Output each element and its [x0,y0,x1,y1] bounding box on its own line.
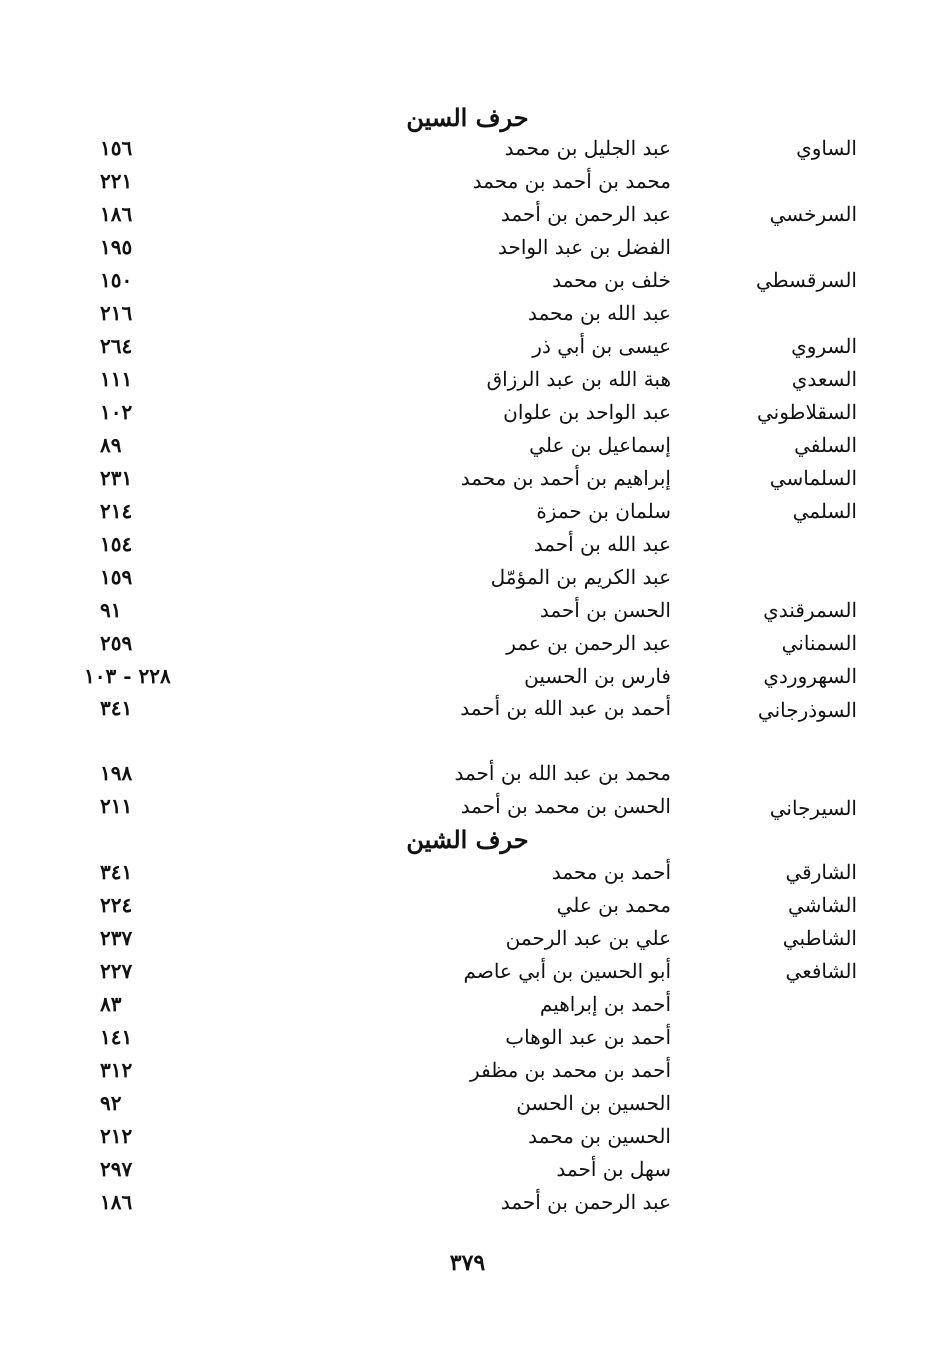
index-row [0,1087,935,1119]
index-row [0,1153,935,1185]
person-name: علي بن عبد الرحمن [505,926,671,950]
person-name: عبد الكريم بن المؤمّل [490,565,671,589]
index-row [0,297,935,329]
nisba: السرخسي [769,202,857,226]
nisba: السرقسطي [755,268,857,292]
section-heading-shin: حرف الشين [406,825,529,854]
index-row [0,627,935,659]
index-row [0,132,935,164]
page-reference: ١٥٤ [100,532,133,556]
person-name: عبد الرحمن بن أحمد [500,202,671,226]
nisba: السلفي [794,433,857,457]
index-row [0,396,935,428]
person-name: إبراهيم بن أحمد بن محمد [460,466,671,490]
index-row [0,561,935,593]
index-row [0,165,935,197]
nisba: الشارقي [785,860,857,884]
person-name: عبد الجليل بن محمد [504,136,671,160]
person-name: عيسى بن أبي ذر [532,334,671,358]
page-reference: ٢١٤ [100,499,133,523]
page-reference: ٢٢٧ [100,959,133,983]
page-reference: ٢١١ [100,794,133,818]
page-reference: ٢٢١ [100,169,133,193]
nisba: السقلاطوني [756,400,857,424]
person-name: خلف بن محمد [552,268,671,292]
index-row [0,1021,935,1053]
page-reference: ١٤١ [100,1025,133,1049]
person-name: محمد بن أحمد بن محمد [472,169,671,193]
person-name: عبد الله بن محمد [527,301,671,325]
page-reference: ٢٥٩ [100,631,133,655]
page-reference: ٢٣٧ [100,926,133,950]
person-name: محمد بن علي [556,893,671,917]
index-row [0,1054,935,1086]
page-number: ٣٧٩ [449,1250,486,1276]
person-name: هبة الله بن عبد الرزاق [486,367,671,391]
page-reference: ٢٦٤ [100,334,133,358]
person-name: أحمد بن عبد الله بن أحمد [460,696,671,720]
nisba: السعدي [791,367,857,391]
nisba: السمرقندي [763,598,857,622]
person-name: الحسين بن محمد [528,1124,671,1148]
index-row [0,528,935,560]
index-row [0,988,935,1020]
page-reference: ١١١ [100,367,133,391]
page-reference: ٩١ [100,598,122,622]
page-reference: ١٨٦ [100,1190,133,1214]
person-name: أحمد بن إبراهيم [539,992,671,1016]
index-row [0,757,935,789]
index-row [0,330,935,362]
page-reference: ٨٣ [100,992,122,1016]
index-row [0,429,935,461]
person-name: الحسن بن أحمد [539,598,671,622]
page-reference: ٣١٢ [100,1058,133,1082]
index-row [0,1186,935,1218]
person-name: عبد الواحد بن علوان [503,400,671,424]
person-name: فارس بن الحسين [524,664,671,688]
person-name: إسماعيل بن علي [529,433,671,457]
page-reference: ٨٩ [100,433,122,457]
person-name: أحمد بن عبد الوهاب [505,1025,671,1049]
index-row [0,495,935,527]
nisba: السيرجاني [769,796,857,820]
page-reference: ١٥٠ [100,268,133,292]
person-name: أحمد بن محمد بن مظفر [470,1058,671,1082]
nisba: الساوي [796,136,857,160]
page-reference: ٢٢٨ - ١٠٣ [84,664,171,688]
page-reference: ٩٢ [100,1091,122,1115]
person-name: سهل بن أحمد [556,1157,671,1181]
index-row [0,231,935,263]
page-reference: ١٩٨ [100,761,133,785]
section-heading-sin: حرف السين [406,103,529,132]
page-reference: ٢٩٧ [100,1157,133,1181]
page-reference: ١٩٥ [100,235,133,259]
page-reference: ٣٤١ [100,696,133,720]
index-row [0,198,935,230]
index-row [0,363,935,395]
page-reference: ٢٢٤ [100,893,133,917]
page-reference: ٢١٢ [100,1124,133,1148]
page-reference: ١٥٦ [100,136,133,160]
index-row [0,594,935,626]
person-name: سلمان بن حمزة [536,499,671,523]
nisba: السروي [791,334,857,358]
nisba: السلمي [792,499,857,523]
index-row [0,1120,935,1152]
index-row [0,660,935,692]
nisba: السمناني [781,631,857,655]
nisba: الشاشي [787,893,857,917]
index-row [0,462,935,494]
page-reference: ١٠٢ [100,400,133,424]
page-reference: ١٨٦ [100,202,133,226]
index-row [0,264,935,296]
nisba: الشافعي [785,959,857,983]
index-row [0,955,935,987]
index-row [0,692,935,724]
person-name: الفضل بن عبد الواحد [498,235,671,259]
nisba: السلماسي [769,466,857,490]
person-name: عبد الرحمن بن عمر [506,631,671,655]
person-name: أحمد بن محمد [551,860,671,884]
page-reference: ٢١٦ [100,301,133,325]
nisba: السهروردي [763,664,857,688]
nisba: الشاطبي [782,926,857,950]
index-row [0,856,935,888]
person-name: الحسين بن الحسن [516,1091,671,1115]
page-reference: ١٥٩ [100,565,133,589]
person-name: عبد الرحمن بن أحمد [500,1190,671,1214]
index-row [0,889,935,921]
index-row [0,922,935,954]
index-row [0,790,935,822]
person-name: محمد بن عبد الله بن أحمد [454,761,671,785]
page-reference: ٣٤١ [100,860,133,884]
person-name: أبو الحسين بن أبي عاصم [463,959,671,983]
nisba: السوذرجاني [757,698,857,722]
person-name: عبد الله بن أحمد [533,532,671,556]
page-reference: ٢٣١ [100,466,133,490]
person-name: الحسن بن محمد بن أحمد [460,794,671,818]
